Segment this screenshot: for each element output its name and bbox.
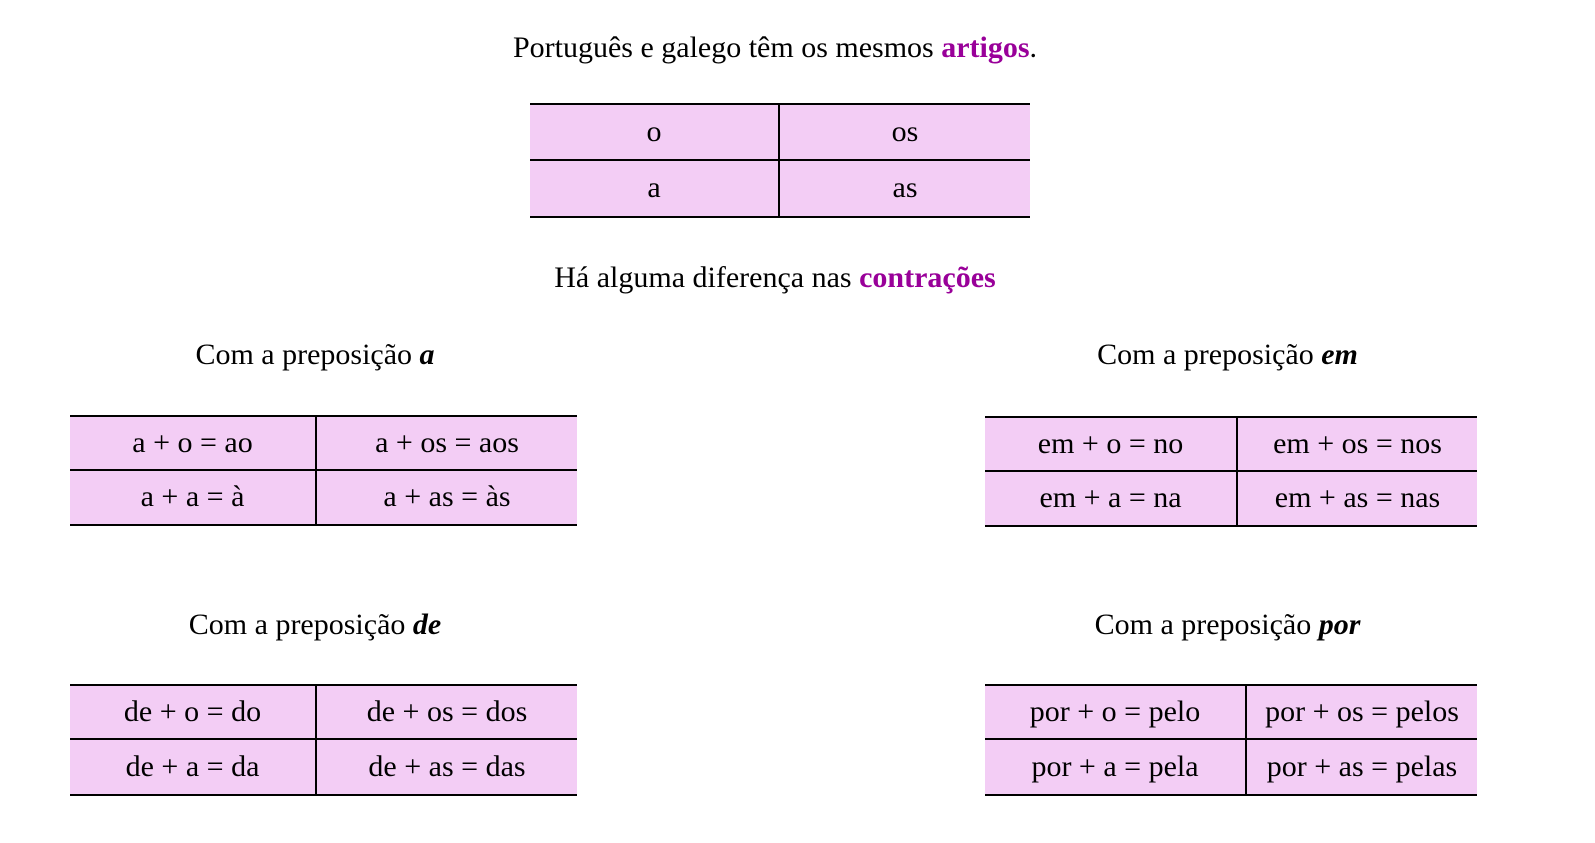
table-cell: o [530,105,780,161]
articles-table [530,103,1030,218]
table-cell: de + as = das [368,750,526,783]
page-title [0,31,1550,65]
title-period: . [1029,31,1038,64]
table-cell: de + os = dos [317,686,577,740]
subtitle [0,261,1550,295]
table-cell: de + o = do [70,686,317,740]
table-cell: em + a = na [985,472,1238,526]
table-cell: em + o = no [985,418,1238,472]
contractions-table-em [985,416,1477,527]
table-cell: a + os = aos [317,417,577,471]
table-cell: por + os = pelos [1247,686,1477,740]
section-heading-por [985,608,1470,642]
table-cell: em + as = nas [1274,481,1441,515]
contractions-table-por [985,684,1477,796]
table-cell: de + a = da [70,740,317,794]
table-cell: a [530,161,780,217]
title-text: Português e galego têm os mesmos [512,31,942,64]
contractions-table-de [70,684,577,796]
table-cell: por + as = pelas [1266,750,1458,783]
section-heading-em [985,338,1470,372]
table-cell: as [892,171,918,205]
heading-preposition: a [419,338,435,371]
heading-preposition: em [1321,338,1358,371]
table-cell: a + o = ao [70,417,317,471]
title-highlight-artigos: artigos [941,31,1030,64]
heading-text: Com a preposição [1094,608,1319,641]
table-cell: a + as = às [383,480,511,514]
table-cell: os [780,105,1030,161]
heading-text: Com a preposição [195,338,420,371]
heading-text: Com a preposição [188,608,413,641]
table-cell: por + a = pela [985,740,1247,794]
table-cell: em + os = nos [1238,418,1477,472]
section-heading-de [70,608,560,642]
contractions-table-a [70,415,577,526]
subtitle-highlight-contracoes: contrações [859,261,996,294]
heading-text: Com a preposição [1097,338,1322,371]
heading-preposition: de [412,608,442,641]
section-heading-a [70,338,560,372]
table-cell: a + a = à [70,471,317,525]
table-cell: por + o = pelo [985,686,1247,740]
subtitle-text: Há alguma diferença nas [554,261,860,294]
heading-preposition: por [1318,608,1361,641]
